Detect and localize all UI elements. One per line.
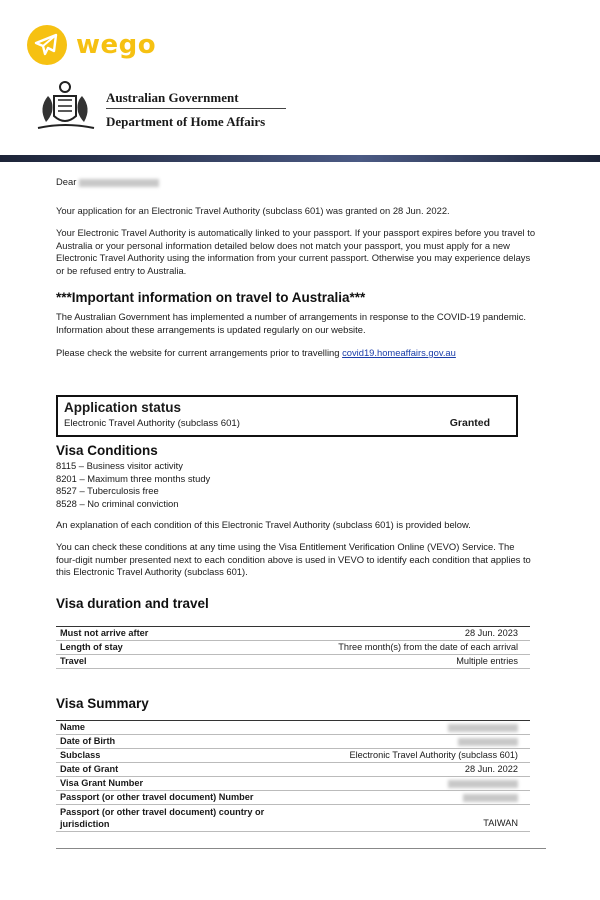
table-row: Visa Grant Number bbox=[56, 777, 530, 791]
paper-plane-icon bbox=[26, 24, 68, 66]
vevo-paragraph: You can check these conditions at any time using the Visa Entitlement Verification Online (VEVO) Service. The four-digit number presented next to each condition above is used in VEVO to identify each condition that applies to this Electronic Travel Authority (subclass 601). bbox=[56, 541, 531, 577]
government-name: Australian Government bbox=[106, 90, 239, 105]
redacted-value bbox=[458, 738, 518, 746]
conditions-explanation: An explanation of each condition of this Electronic Travel Authority (subclass 601) is provided below. bbox=[56, 519, 471, 530]
visa-conditions-heading: Visa Conditions bbox=[56, 443, 158, 458]
condition-item: 8527 – Tuberculosis free bbox=[56, 485, 159, 496]
wego-logo bbox=[26, 24, 156, 66]
table-row: Date of Grant 28 Jun. 2022 bbox=[56, 763, 530, 777]
application-status-box bbox=[56, 395, 518, 437]
bottom-divider bbox=[56, 848, 546, 849]
passport-paragraph: Your Electronic Travel Authority is automatically linked to your passport. If your passport expires before you travel to Australia or your personal information detailed below does not match your passport, you must apply for a new Electronic Travel Authority using the information from your current passport. Otherwise you may experience delays or be refused entry to Australia. bbox=[56, 227, 536, 276]
covid-website-link[interactable]: covid19.homeaffairs.gov.au bbox=[342, 347, 456, 358]
table-row: Date of Birth bbox=[56, 735, 530, 749]
table-row: Subclass Electronic Travel Authority (subclass 601) bbox=[56, 749, 530, 763]
condition-item: 8528 – No criminal conviction bbox=[56, 497, 179, 509]
redacted-value bbox=[448, 724, 518, 732]
table-row: Must not arrive after 28 Jun. 2023 bbox=[56, 627, 530, 641]
duration-table bbox=[56, 626, 530, 669]
table-row: Passport (or other travel document) Number bbox=[56, 791, 530, 805]
conditions-list bbox=[56, 460, 210, 510]
summary-table bbox=[56, 720, 530, 832]
coat-of-arms-icon bbox=[32, 78, 100, 136]
condition-item: 8201 – Maximum three months study bbox=[56, 472, 211, 484]
table-row: Passport (or other travel document) country or jurisdiction TAIWAN bbox=[56, 805, 530, 832]
status-title: Application status bbox=[64, 400, 182, 415]
status-visa-type: Electronic Travel Authority (subclass 601) bbox=[64, 418, 240, 429]
salutation: Dear bbox=[56, 176, 536, 189]
table-row: Travel Multiple entries bbox=[56, 655, 530, 669]
table-row: Name bbox=[56, 721, 530, 735]
brand-name: wego bbox=[76, 30, 157, 60]
government-header bbox=[32, 74, 272, 138]
important-heading: ***Important information on travel to Australia*** bbox=[56, 290, 366, 305]
redacted-name bbox=[79, 179, 159, 187]
header-banner bbox=[0, 155, 600, 162]
visa-duration-heading: Visa duration and travel bbox=[56, 596, 209, 611]
visa-summary-heading: Visa Summary bbox=[56, 696, 149, 711]
department-name: Department of Home Affairs bbox=[106, 114, 266, 129]
website-paragraph: Please check the website for current arrangements prior to travelling covid19.homeaffairs.gov.au bbox=[56, 347, 456, 358]
table-row: Length of stay Three month(s) from the date of each arrival bbox=[56, 641, 530, 655]
covid-paragraph: The Australian Government has implemented a number of arrangements in response to the COVID-19 pandemic. Information about these arrangements is updated regularly on our website. bbox=[56, 311, 527, 335]
condition-item: 8115 – Business visitor activity bbox=[56, 460, 183, 471]
letter-body bbox=[56, 176, 536, 277]
redacted-value bbox=[448, 780, 518, 788]
grant-paragraph: Your application for an Electronic Travel Authority (subclass 601) was granted on 28 Jun. 2022. bbox=[56, 204, 450, 216]
redacted-value bbox=[463, 794, 518, 802]
header-divider bbox=[106, 108, 286, 109]
status-badge: Granted bbox=[449, 417, 490, 429]
